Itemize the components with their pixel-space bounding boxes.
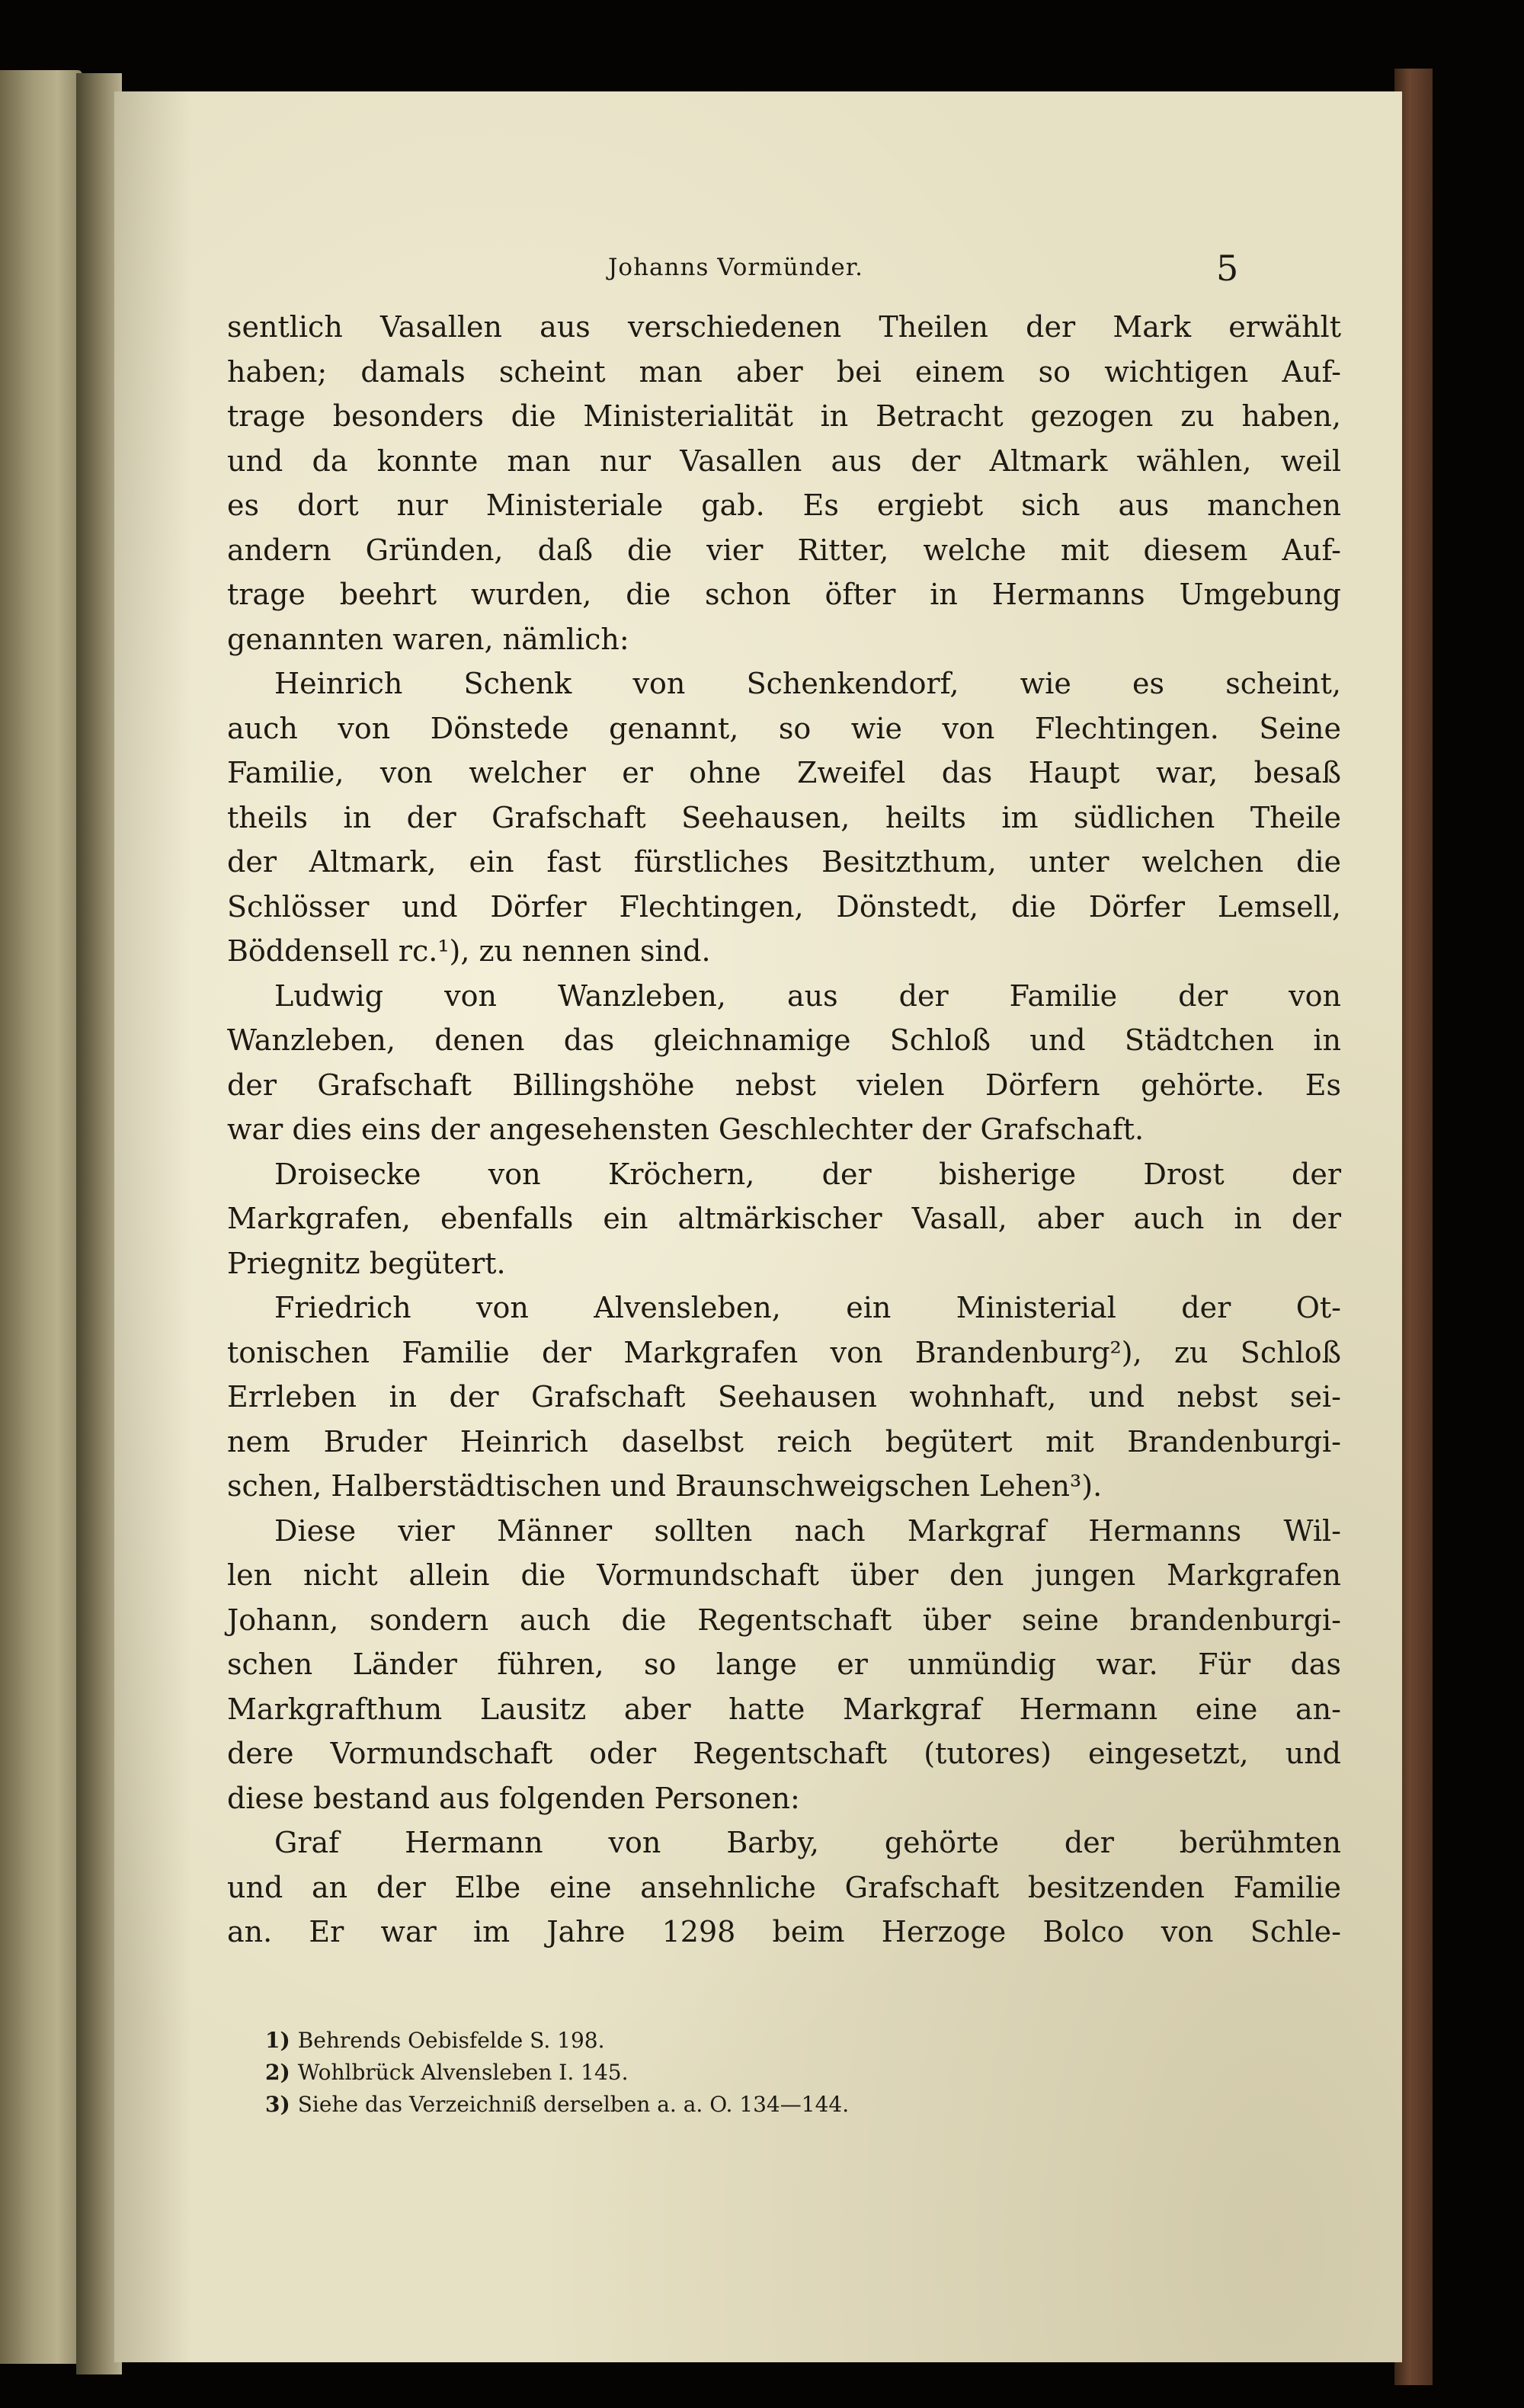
paragraph-start-droisecke-kroechern: Droisecke von Kröchern, der bisherige Drost der — [274, 1157, 1341, 1191]
text-line: und da konnte man nur Vasallen aus der Altmark wählen, weil — [227, 443, 1341, 478]
footnote — [265, 2057, 1256, 2089]
text-line: es dort nur Ministeriale gab. Es ergiebt sich aus manchen — [227, 488, 1341, 522]
page-number: 5 — [1216, 248, 1239, 289]
text-line: diese bestand aus folgenden Personen: — [227, 1781, 800, 1815]
text-line: Priegnitz begütert. — [227, 1246, 506, 1280]
text-line: Markgrafthum Lausitz aber hatte Markgraf Hermann eine an- — [227, 1692, 1341, 1726]
text-line: auch von Dönstede genannt, so wie von Flechtingen. Seine — [227, 711, 1341, 745]
text-line: trage besonders die Ministerialität in Betracht gezogen zu haben, — [227, 399, 1341, 433]
book-page — [114, 91, 1402, 2362]
text-line: und an der Elbe eine ansehnliche Grafschaft besitzenden Familie — [227, 1870, 1341, 1904]
text-line: theils in der Grafschaft Seehausen, heilts im südlichen Theile — [227, 800, 1341, 834]
text-line: an. Er war im Jahre 1298 beim Herzoge Bolco von Schle- — [227, 1915, 1341, 1948]
footnote-marker: 3) — [265, 2092, 290, 2117]
paragraph-start-diese-vier-maenner: Diese vier Männer sollten nach Markgraf Hermanns Wil- — [274, 1513, 1341, 1548]
paragraph-start-ludwig-wanzleben: Ludwig von Wanzleben, aus der Familie der von — [274, 978, 1341, 1013]
text-line: Markgrafen, ebenfalls ein altmärkischer Vasall, aber auch in der — [227, 1202, 1341, 1235]
running-head: Johanns Vormünder. — [608, 254, 864, 281]
paragraph-start-heinrich-schenk: Heinrich Schenk von Schenkendorf, wie es scheint, — [274, 667, 1341, 700]
text-line: der Altmark, ein fast fürstliches Besitzthum, unter welchen die — [227, 845, 1341, 879]
paragraph-start-friedrich-alvensleben: Friedrich von Alvensleben, ein Ministerial der Ot- — [274, 1291, 1341, 1324]
footnote — [265, 2025, 1256, 2057]
text-line: nem Bruder Heinrich daselbst reich begütert mit Brandenburgi- — [227, 1424, 1341, 1459]
text-line: Böddensell rc.¹), zu nennen sind. — [227, 934, 711, 968]
text-line: len nicht allein die Vormundschaft über den jungen Markgrafen — [227, 1558, 1341, 1592]
text-line: trage beehrt wurden, die schon öfter in Hermanns Umgebung — [227, 578, 1341, 611]
footnote-marker: 1) — [265, 2028, 290, 2053]
text-line: Schlösser und Dörfer Flechtingen, Dönstedt, die Dörfer Lemsell, — [227, 889, 1341, 924]
footnote-marker: 2) — [265, 2060, 290, 2085]
footnote-text: Wohlbrück Alvensleben I. 145. — [297, 2060, 629, 2085]
text-line: Familie, von welcher er ohne Zweifel das Haupt war, besaß — [227, 756, 1341, 789]
text-line: genannten waren, nämlich: — [227, 622, 629, 656]
footnote-text: Behrends Oebisfelde S. 198. — [297, 2028, 605, 2053]
text-line: haben; damals scheint man aber bei einem so wichtigen Auf- — [227, 354, 1341, 389]
text-line: Wanzleben, denen das gleichnamige Schloß und Städtchen in — [227, 1023, 1341, 1057]
text-line: schen, Halberstädtischen und Braunschweigschen Lehen³). — [227, 1469, 1103, 1503]
text-line: Johann, sondern auch die Regentschaft über seine brandenburgi- — [227, 1603, 1341, 1637]
text-line: Errleben in der Grafschaft Seehausen wohnhaft, und nebst sei- — [227, 1380, 1341, 1414]
page-header — [114, 248, 1402, 293]
left-page-edge — [0, 70, 82, 2364]
footnote-text: Siehe das Verzeichniß derselben a. a. O. 134—144. — [297, 2092, 850, 2117]
text-line: schen Länder führen, so lange er unmündig war. Für das — [227, 1647, 1341, 1681]
text-line: sentlich Vasallen aus verschiedenen Theilen der Mark erwählt — [227, 310, 1341, 344]
text-line: der Grafschaft Billingshöhe nebst vielen Dörfern gehörte. Es — [227, 1068, 1341, 1102]
text-line: war dies eins der angesehensten Geschlechter der Grafschaft. — [227, 1113, 1145, 1146]
text-line: tonischen Familie der Markgrafen von Brandenburg²), zu Schloß — [227, 1335, 1341, 1369]
footnote — [265, 2089, 1256, 2121]
text-line: andern Gründen, daß die vier Ritter, welche mit diesem Auf- — [227, 533, 1341, 567]
text-line: dere Vormundschaft oder Regentschaft (tutores) eingesetzt, und — [227, 1737, 1341, 1770]
body-text — [227, 305, 1341, 1955]
paragraph-start-graf-hermann-barby: Graf Hermann von Barby, gehörte der berühmten — [274, 1826, 1341, 1859]
footnotes — [265, 2025, 1256, 2121]
